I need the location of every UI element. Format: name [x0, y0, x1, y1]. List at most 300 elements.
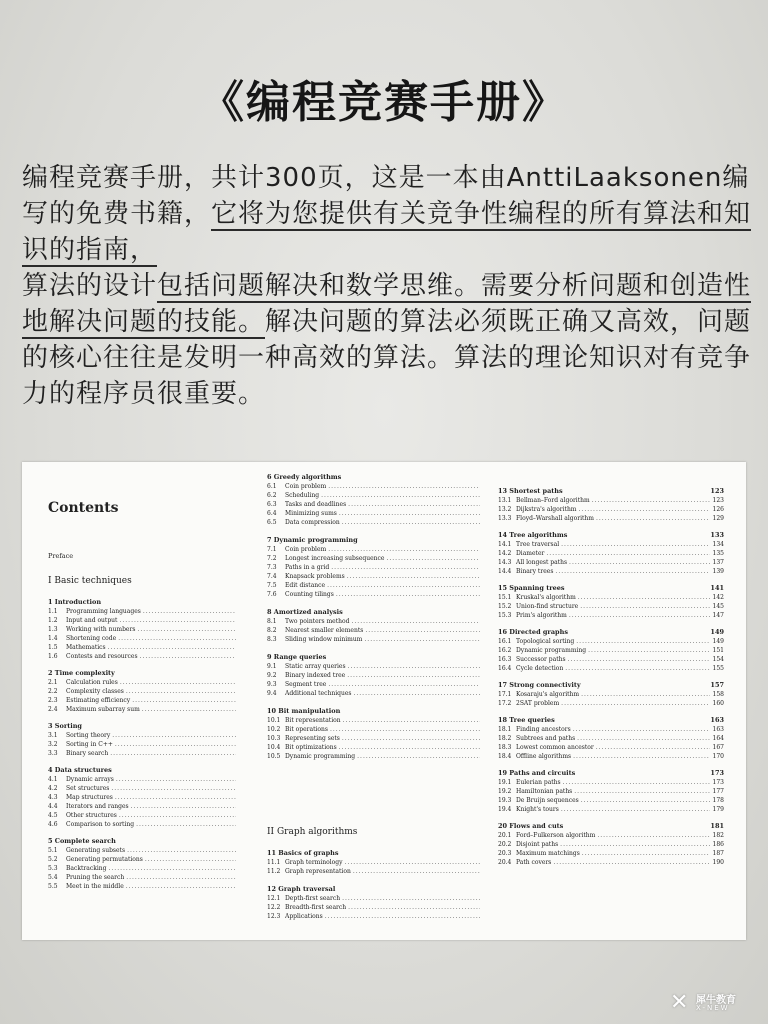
toc-row	[48, 643, 238, 652]
toc-chapter-title: 8 Amortized analysis	[267, 608, 343, 616]
toc-section-page: 134	[712, 541, 724, 548]
toc-leader-dots	[364, 635, 480, 644]
toc-section-page: 179	[712, 806, 724, 813]
toc-section-number: 8.3	[267, 636, 277, 643]
toc-section-title: Maximum subarray sum	[66, 706, 140, 713]
toc-section-title: Path covers	[516, 859, 552, 866]
toc-section-title: Successor paths	[516, 656, 566, 663]
toc-section-title: Coin problem	[285, 483, 327, 490]
toc-section-number: 5.2	[48, 856, 58, 863]
toc-section-title: Dynamic arrays	[66, 776, 114, 783]
toc-chapter	[267, 848, 482, 876]
toc-leader-dots	[126, 882, 236, 891]
toc-chapter-title: 4 Data structures	[48, 766, 112, 774]
toc-leader-dots	[127, 846, 236, 855]
toc-section-title: Working with numbers	[66, 626, 136, 633]
toc-leader-dots	[353, 867, 480, 876]
toc-chapter-title: 13 Shortest paths	[498, 487, 563, 495]
toc-row	[498, 699, 724, 708]
toc-chapter	[498, 821, 724, 867]
toc-section-title: Binary indexed tree	[285, 672, 346, 679]
toc-row	[498, 858, 724, 867]
toc-section-number: 9.2	[267, 672, 277, 679]
toc-section-title: Applications	[285, 913, 323, 920]
toc-section-page: 178	[712, 797, 724, 804]
toc-section-number: 13.1	[498, 497, 512, 504]
toc-chapter-page: 133	[710, 531, 724, 539]
toc-leader-dots	[342, 734, 480, 743]
toc-leader-dots	[348, 662, 480, 671]
toc-section-number: 18.3	[498, 744, 512, 751]
toc-row	[498, 602, 724, 611]
toc-chapter-title: 3 Sorting	[48, 722, 82, 730]
toc-section-number: 4.3	[48, 794, 58, 801]
toc-chapter-heading	[498, 486, 724, 496]
toc-leader-dots	[351, 617, 480, 626]
toc-column-2-top	[267, 472, 482, 761]
toc-screenshot	[22, 462, 746, 940]
toc-section-title: Finding ancestors	[516, 726, 571, 733]
toc-leader-dots	[596, 743, 710, 752]
toc-leader-dots	[561, 805, 710, 814]
toc-row	[48, 793, 238, 802]
toc-section-page: 163	[712, 726, 724, 733]
toc-section-page: 147	[712, 612, 724, 619]
toc-row	[267, 680, 482, 689]
toc-row	[498, 690, 724, 699]
toc-section-number: 13.2	[498, 506, 512, 513]
toc-leader-dots	[116, 775, 236, 784]
toc-section-number: 9.3	[267, 681, 277, 688]
toc-chapter-title: 10 Bit manipulation	[267, 707, 341, 715]
toc-section-page: 164	[712, 735, 724, 742]
toc-leader-dots	[365, 626, 480, 635]
toc-leader-dots	[347, 572, 480, 581]
toc-section-title: Calculation rules	[66, 679, 118, 686]
toc-section-number: 5.5	[48, 883, 58, 890]
toc-section-title: Knapsack problems	[285, 573, 345, 580]
toc-chapter-heading	[48, 765, 238, 775]
toc-section-title: Depth-first search	[285, 895, 341, 902]
toc-section-page: 154	[712, 656, 724, 663]
toc-row	[267, 626, 482, 635]
toc-chapter	[48, 836, 238, 891]
toc-leader-dots	[357, 752, 480, 761]
toc-leader-dots	[327, 581, 480, 590]
toc-chapter-title: 7 Dynamic programming	[267, 536, 358, 544]
toc-chapter	[498, 768, 724, 814]
toc-section-number: 14.4	[498, 568, 512, 575]
toc-section-number: 7.1	[267, 546, 277, 553]
toc-leader-dots	[328, 545, 480, 554]
toc-leader-dots	[142, 705, 236, 714]
toc-row	[267, 743, 482, 752]
toc-section-number: 2.4	[48, 706, 58, 713]
toc-section-page: 137	[712, 559, 724, 566]
toc-section-number: 7.4	[267, 573, 277, 580]
toc-leader-dots	[115, 793, 236, 802]
toc-chapter	[267, 884, 482, 921]
toc-section-title: Prim's algorithm	[516, 612, 567, 619]
toc-leader-dots	[108, 643, 236, 652]
toc-section-number: 4.4	[48, 803, 58, 810]
toc-row	[267, 894, 482, 903]
toc-section-title: Complexity classes	[66, 688, 124, 695]
toc-section-number: 4.1	[48, 776, 58, 783]
toc-row	[48, 775, 238, 784]
part-1-label: I Basic techniques	[48, 576, 132, 586]
toc-section-number: 20.2	[498, 841, 512, 848]
toc-section-number: 17.1	[498, 691, 512, 698]
toc-leader-dots	[126, 687, 236, 696]
toc-row	[48, 687, 238, 696]
toc-leader-dots	[339, 509, 480, 518]
toc-section-title: Map structures	[66, 794, 113, 801]
toc-section-number: 4.6	[48, 821, 58, 828]
toc-section-title: De Bruijn sequences	[516, 797, 579, 804]
toc-section-title: Set structures	[66, 785, 110, 792]
intro-underlined-2: 包括问题解决和数学思维。需要分析问题和创造性地解决问题的技能。	[22, 271, 752, 337]
toc-section-title: Subtrees and paths	[516, 735, 576, 742]
toc-leader-dots	[561, 699, 710, 708]
toc-section-page: 158	[712, 691, 724, 698]
toc-leader-dots	[596, 514, 710, 523]
toc-section-number: 5.3	[48, 865, 58, 872]
toc-leader-dots	[111, 784, 236, 793]
toc-section-number: 18.1	[498, 726, 512, 733]
toc-chapter-heading	[498, 680, 724, 690]
toc-chapter	[267, 607, 482, 644]
toc-section-title: Two pointers method	[285, 618, 350, 625]
toc-row	[48, 652, 238, 661]
toc-row	[267, 491, 482, 500]
toc-section-title: Bellman–Ford algorithm	[516, 497, 590, 504]
toc-leader-dots	[115, 740, 236, 749]
toc-row	[48, 873, 238, 882]
toc-chapter	[498, 715, 724, 761]
toc-section-title: Tree traversal	[516, 541, 560, 548]
toc-section-title: Breadth-first search	[285, 904, 347, 911]
toc-row	[48, 855, 238, 864]
toc-section-number: 19.4	[498, 806, 512, 813]
toc-chapter	[267, 706, 482, 761]
toc-chapter-title: 6 Greedy algorithms	[267, 473, 342, 481]
toc-section-title: Eulerian paths	[516, 779, 561, 786]
toc-section-number: 16.2	[498, 647, 512, 654]
toc-section-title: Representing sets	[285, 735, 340, 742]
toc-section-page: 145	[712, 603, 724, 610]
toc-row	[267, 518, 482, 527]
toc-section-number: 18.4	[498, 753, 512, 760]
toc-row	[498, 787, 724, 796]
toc-row	[267, 725, 482, 734]
toc-chapter-heading	[48, 668, 238, 678]
toc-chapter	[48, 597, 238, 661]
toc-section-page: 139	[712, 568, 724, 575]
toc-row	[267, 617, 482, 626]
toc-row	[498, 540, 724, 549]
toc-leader-dots	[339, 743, 480, 752]
toc-row	[498, 549, 724, 558]
toc-row	[498, 655, 724, 664]
brand-logo	[670, 990, 750, 1016]
toc-leader-dots	[321, 491, 480, 500]
toc-section-title: Binary trees	[516, 568, 554, 575]
toc-leader-dots	[145, 855, 236, 864]
toc-row	[267, 482, 482, 491]
toc-row	[498, 734, 724, 743]
toc-section-title: Generating permutations	[66, 856, 143, 863]
toc-section-page: 149	[712, 638, 724, 645]
toc-leader-dots	[353, 689, 480, 698]
toc-row	[48, 749, 238, 758]
toc-section-title: Paths in a grid	[285, 564, 330, 571]
toc-leader-dots	[110, 749, 236, 758]
toc-section-title: Bit operations	[285, 726, 328, 733]
toc-section-page: 190	[712, 859, 724, 866]
toc-chapter	[498, 486, 724, 523]
toc-row	[267, 662, 482, 671]
toc-row	[498, 796, 724, 805]
toc-section-page: 167	[712, 744, 724, 751]
intro-text-3: 解决问题的算法必须既正确又高效，问题的核心往往是发明一种高效的算法。算法的理论知识对有竞争力的程序员很重要。	[22, 307, 752, 409]
toc-section-page: 126	[712, 506, 724, 513]
toc-row	[48, 705, 238, 714]
toc-chapter-heading	[48, 836, 238, 846]
toc-row	[498, 664, 724, 673]
toc-section-page: 123	[712, 497, 724, 504]
toc-chapter	[267, 472, 482, 527]
toc-row	[498, 611, 724, 620]
toc-chapter-page: 181	[710, 822, 724, 830]
toc-leader-dots	[119, 616, 236, 625]
toc-chapter-title: 2 Time complexity	[48, 669, 115, 677]
toc-section-number: 1.1	[48, 608, 58, 615]
toc-row	[498, 805, 724, 814]
toc-chapter	[48, 765, 238, 829]
toc-chapter-heading	[267, 472, 482, 482]
toc-section-number: 1.6	[48, 653, 58, 660]
toc-leader-dots	[136, 820, 236, 829]
toc-leader-dots	[348, 500, 480, 509]
toc-section-number: 9.1	[267, 663, 277, 670]
toc-section-number: 17.2	[498, 700, 512, 707]
toc-section-page: 135	[712, 550, 724, 557]
toc-leader-dots	[579, 505, 711, 514]
toc-section-number: 12.1	[267, 895, 281, 902]
toc-leader-dots	[347, 671, 480, 680]
toc-section-number: 10.4	[267, 744, 281, 751]
toc-chapter-page: 163	[710, 716, 724, 724]
toc-section-number: 19.2	[498, 788, 512, 795]
toc-chapter-title: 14 Tree algorithms	[498, 531, 568, 539]
part-2-label: II Graph algorithms	[267, 827, 358, 837]
toc-section-title: Maximum matchings	[516, 850, 580, 857]
toc-leader-dots	[555, 567, 710, 576]
toc-row	[48, 784, 238, 793]
toc-leader-dots	[561, 540, 710, 549]
toc-section-number: 7.2	[267, 555, 277, 562]
toc-section-page: 170	[712, 753, 724, 760]
toc-row	[498, 593, 724, 602]
toc-section-title: Bit representation	[285, 717, 341, 724]
toc-section-page: 129	[712, 515, 724, 522]
toc-section-number: 12.2	[267, 904, 281, 911]
x-logo-icon: ✕	[670, 990, 689, 1015]
toc-section-number: 15.1	[498, 594, 512, 601]
toc-row	[48, 811, 238, 820]
toc-chapter-heading	[48, 721, 238, 731]
toc-section-title: Data compression	[285, 519, 340, 526]
toc-leader-dots	[560, 840, 710, 849]
toc-section-title: Diameter	[516, 550, 545, 557]
toc-section-title: Binary search	[66, 750, 109, 757]
toc-row	[48, 802, 238, 811]
toc-section-number: 8.1	[267, 618, 277, 625]
toc-row	[48, 820, 238, 829]
toc-section-title: Dynamic programming	[285, 753, 356, 760]
toc-section-title: Comparison to sorting	[66, 821, 135, 828]
toc-row	[267, 716, 482, 725]
toc-chapter-title: 15 Spanning trees	[498, 584, 565, 592]
toc-section-page: 186	[712, 841, 724, 848]
toc-section-title: Tasks and deadlines	[285, 501, 347, 508]
toc-row	[267, 545, 482, 554]
toc-row	[267, 554, 482, 563]
toc-leader-dots	[568, 655, 710, 664]
toc-section-number: 20.3	[498, 850, 512, 857]
toc-row	[267, 689, 482, 698]
toc-section-title: Iterators and ranges	[66, 803, 129, 810]
toc-leader-dots	[348, 903, 480, 912]
page-title: 《编程竞赛手册》	[200, 77, 568, 128]
toc-section-number: 12.3	[267, 913, 281, 920]
toc-section-number: 18.2	[498, 735, 512, 742]
toc-section-title: Generating subsets	[66, 847, 126, 854]
toc-section-number: 1.2	[48, 617, 58, 624]
toc-section-number: 11.1	[267, 859, 281, 866]
toc-chapter-title: 12 Graph traversal	[267, 885, 336, 893]
contents-heading: Contents	[48, 500, 119, 516]
toc-row	[48, 616, 238, 625]
toc-row	[267, 903, 482, 912]
toc-section-number: 2.3	[48, 697, 58, 704]
toc-section-title: Graph terminology	[285, 859, 343, 866]
toc-leader-dots	[132, 696, 236, 705]
toc-section-title: Programming languages	[66, 608, 141, 615]
toc-leader-dots	[573, 725, 710, 734]
toc-chapter	[498, 530, 724, 576]
toc-row	[498, 743, 724, 752]
toc-row	[267, 912, 482, 921]
toc-leader-dots	[330, 725, 480, 734]
toc-section-number: 19.1	[498, 779, 512, 786]
toc-leader-dots	[119, 811, 236, 820]
toc-section-number: 4.5	[48, 812, 58, 819]
toc-section-title: Additional techniques	[285, 690, 352, 697]
toc-chapter-heading	[498, 627, 724, 637]
toc-section-number: 5.4	[48, 874, 58, 881]
toc-row	[267, 858, 482, 867]
intro-paragraph	[22, 160, 752, 412]
toc-section-page: 187	[712, 850, 724, 857]
toc-row	[498, 646, 724, 655]
toc-section-title: Pruning the search	[66, 874, 125, 881]
toc-section-number: 14.1	[498, 541, 512, 548]
toc-section-title: Mathematics	[66, 644, 106, 651]
toc-section-number: 6.3	[267, 501, 277, 508]
toc-chapter-title: 18 Tree queries	[498, 716, 555, 724]
toc-chapter	[498, 627, 724, 673]
toc-row	[267, 671, 482, 680]
toc-row	[267, 752, 482, 761]
toc-row	[267, 635, 482, 644]
toc-section-title: Cycle detection	[516, 665, 564, 672]
toc-section-number: 2.1	[48, 679, 58, 686]
toc-leader-dots	[328, 482, 480, 491]
toc-leader-dots	[120, 678, 236, 687]
toc-section-number: 6.1	[267, 483, 277, 490]
intro-text-1: 编程竞赛手册，共计300页，这是一本由AnttiLaaksonen编写的免费书籍，	[22, 163, 750, 229]
toc-leader-dots	[553, 858, 710, 867]
toc-leader-dots	[592, 496, 710, 505]
toc-section-number: 3.1	[48, 732, 58, 739]
toc-section-title: Knight's tours	[516, 806, 559, 813]
toc-section-title: Longest increasing subsequence	[285, 555, 385, 562]
toc-section-title: Kruskal's algorithm	[516, 594, 576, 601]
toc-row	[498, 496, 724, 505]
toc-row	[48, 696, 238, 705]
toc-leader-dots	[386, 554, 480, 563]
intro-underlined-1: 它将为您提供有关竞争性编程的所有算法和知识的指南，	[22, 199, 752, 265]
toc-leader-dots	[126, 873, 236, 882]
toc-leader-dots	[143, 607, 236, 616]
toc-section-page: 142	[712, 594, 724, 601]
toc-section-number: 3.3	[48, 750, 58, 757]
toc-chapter-heading	[498, 530, 724, 540]
toc-chapter-title: 11 Basics of graphs	[267, 849, 339, 857]
toc-section-number: 5.1	[48, 847, 58, 854]
toc-section-title: 2SAT problem	[516, 700, 560, 707]
toc-section-number: 19.3	[498, 797, 512, 804]
toc-row	[498, 840, 724, 849]
toc-leader-dots	[342, 518, 480, 527]
toc-section-number: 6.5	[267, 519, 277, 526]
toc-row	[267, 572, 482, 581]
toc-section-number: 14.3	[498, 559, 512, 566]
toc-row	[498, 849, 724, 858]
toc-chapter	[267, 652, 482, 698]
toc-section-number: 6.2	[267, 492, 277, 499]
toc-section-number: 15.2	[498, 603, 512, 610]
toc-row	[48, 846, 238, 855]
toc-column-2-bottom	[267, 848, 482, 921]
toc-leader-dots	[574, 787, 710, 796]
toc-chapter-title: 16 Directed graphs	[498, 628, 568, 636]
toc-section-title: Counting tilings	[285, 591, 334, 598]
toc-row	[498, 558, 724, 567]
toc-leader-dots	[140, 652, 236, 661]
toc-section-number: 16.3	[498, 656, 512, 663]
toc-chapter-page: 173	[710, 769, 724, 777]
toc-row	[48, 740, 238, 749]
toc-leader-dots	[343, 716, 480, 725]
toc-leader-dots	[325, 912, 480, 921]
toc-section-title: Nearest smaller elements	[285, 627, 364, 634]
toc-leader-dots	[576, 637, 710, 646]
toc-leader-dots	[112, 731, 236, 740]
toc-row	[48, 634, 238, 643]
